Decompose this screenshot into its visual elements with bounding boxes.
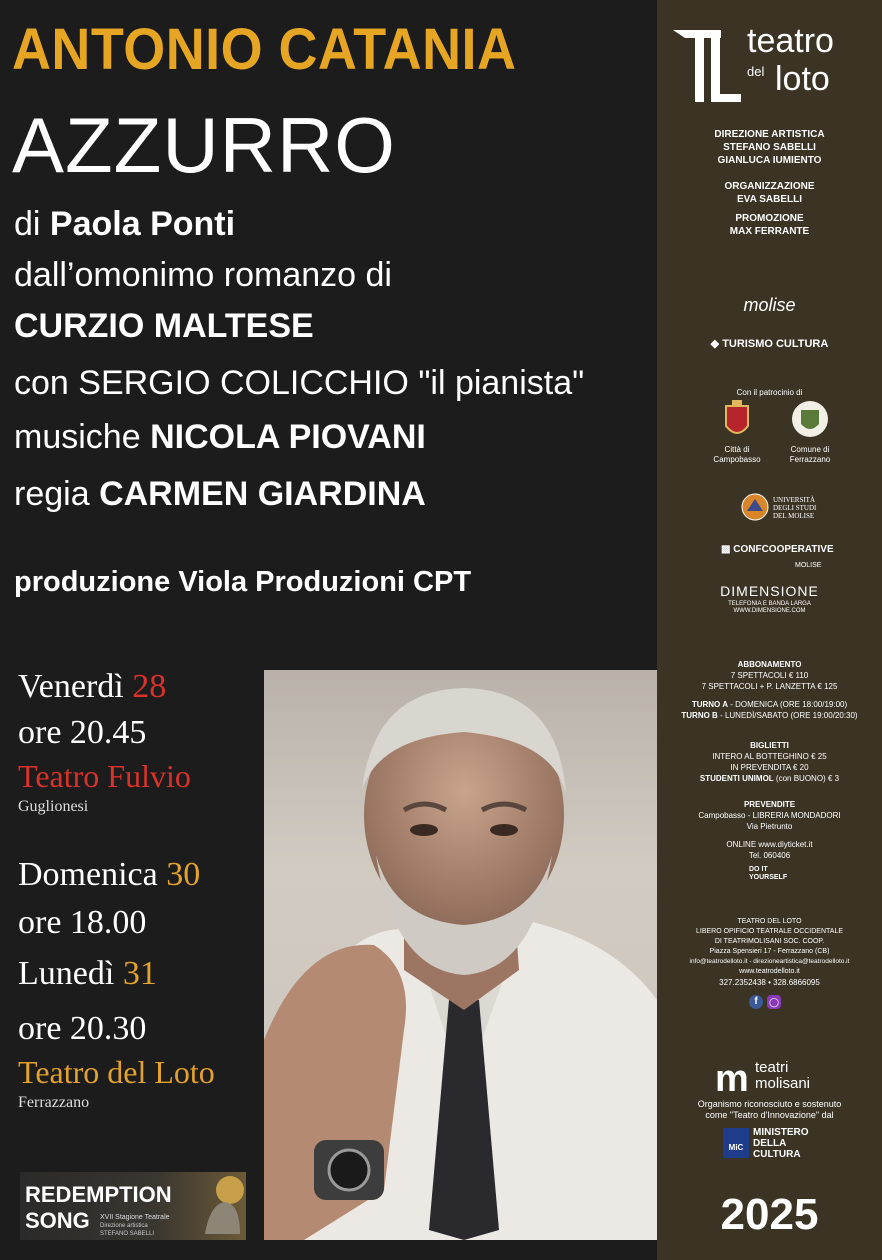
dimensione-logo: DIMENSIONE xyxy=(720,583,819,599)
uni-label-2: DEGLI STUDI xyxy=(773,504,817,512)
turismo-cultura-logo xyxy=(657,337,882,350)
uni-label-3: DEL MOLISE xyxy=(773,512,815,520)
confco-sub: MOLISE xyxy=(795,562,822,569)
credit-cast: con SERGIO COLICCHIO "il pianista" xyxy=(14,364,585,402)
diy-logo xyxy=(749,866,787,882)
credit-author xyxy=(14,205,235,244)
season-dir-name: STEFANO SABELLI xyxy=(100,1231,155,1237)
time-1: ore 20.45 xyxy=(18,714,147,751)
sculpture-icon xyxy=(200,1174,244,1238)
date-day: Domenica xyxy=(18,856,158,893)
prevendite-1: Campobasso - LIBRERIA MONDADORI xyxy=(698,811,841,820)
dimensione-sub-1: TELEFONIA E BANDA LARGA xyxy=(728,601,811,607)
town-2: Ferrazzano xyxy=(18,1094,90,1111)
turno-a xyxy=(657,700,882,710)
credit-prefix: produzione xyxy=(14,566,171,598)
venue-2: Teatro del Loto xyxy=(18,1054,215,1090)
campobasso-crest-icon xyxy=(724,400,750,440)
season-title-1: REDEMPTION xyxy=(25,1182,172,1207)
date-1 xyxy=(18,668,166,706)
loto-mark-icon xyxy=(673,26,743,104)
season-dir-label: Direzione artistica xyxy=(100,1223,148,1229)
logo-word-loto: loto xyxy=(775,60,830,98)
credit-source: dall’omonimo romanzo di xyxy=(14,256,392,294)
turno-a-text: - DOMENICA (ORE 18:00/19:00) xyxy=(730,700,848,709)
biglietti-3 xyxy=(657,774,882,784)
city1-label-a: Città di xyxy=(724,445,750,454)
instagram-icon[interactable]: ◯ xyxy=(768,997,780,1007)
facebook-icon[interactable]: f xyxy=(749,995,763,1009)
actor-portrait xyxy=(264,670,657,1240)
ministero-line-2: DELLA xyxy=(753,1138,787,1149)
org-line-1: TEATRO DEL LOTO xyxy=(737,918,802,925)
student-note: (con BUONO) xyxy=(775,774,826,783)
season-logo xyxy=(20,1172,246,1240)
teatri-molisani-mark-icon: m xyxy=(715,1058,749,1100)
turno-b-text: - LUNEDÌ/SABATO (ORE 19:00/20:30) xyxy=(720,711,858,720)
credit-director xyxy=(14,475,426,514)
staff-dir-name-1: STEFANO SABELLI xyxy=(723,142,816,153)
staff-org-label: ORGANIZZAZIONE xyxy=(724,181,815,192)
org-line-6: www.teatrodelloto.it xyxy=(739,968,800,975)
credit-prefix: regia xyxy=(14,475,90,513)
biglietti-2: IN PREVENDITA € 20 xyxy=(730,763,809,772)
date-number: 30 xyxy=(166,856,201,893)
date-3 xyxy=(18,955,157,993)
date-day: Lunedì xyxy=(18,955,115,992)
teatri-logo-w2: molisani xyxy=(755,1075,811,1092)
org-line-5: info@teatrodelloto.it - direzioneartistica@teatrodelloto.it xyxy=(689,958,850,965)
prevendite-label: PREVENDITE xyxy=(743,800,796,809)
ferrazzano-crest-icon xyxy=(791,400,829,438)
date-number: 31 xyxy=(122,955,157,992)
diy-line-1: DO IT xyxy=(749,866,768,873)
teatri-desc-1: Organismo riconosciuto e sostenuto xyxy=(697,1099,842,1109)
staff-dir-name-2: GIANLUCA IUMIENTO xyxy=(717,155,822,166)
season-year: 2025 xyxy=(720,1190,819,1239)
molise-logo: molise xyxy=(743,295,796,315)
logo-word-del: del xyxy=(747,64,765,79)
portrait-illustration xyxy=(264,670,657,1240)
credit-prefix: di xyxy=(14,205,41,243)
turno-b xyxy=(657,711,882,721)
season-title-2: SONG xyxy=(25,1208,90,1233)
uni-label-1: UNIVERSITÀ xyxy=(773,496,815,504)
biglietti-label: BIGLIETTI xyxy=(750,741,789,750)
staff-promo-name: MAX FERRANTE xyxy=(729,226,810,237)
season-sub: XVII Stagione Teatrale xyxy=(100,1214,170,1221)
org-line-7: 327.2352438 • 328.6866095 xyxy=(719,978,820,987)
shield-icon: ◆ xyxy=(710,338,720,350)
director-name: CARMEN GIARDINA xyxy=(99,475,426,513)
town-1: Guglionesi xyxy=(18,798,89,815)
prevendite-2: Via Pietrunto xyxy=(746,822,793,831)
biglietti-1: INTERO AL BOTTEGHINO € 25 xyxy=(712,752,827,761)
abb-1: 7 SPETTACOLI € 110 xyxy=(730,671,809,680)
confco-label: CONFCOOPERATIVE xyxy=(733,544,834,555)
credit-production xyxy=(14,566,471,599)
credit-music xyxy=(14,418,426,457)
teatri-desc-2: come "Teatro d'Innovazione" dal xyxy=(705,1110,834,1120)
confco-mark-icon: ▩ xyxy=(721,544,731,555)
prevendite-tel: Tel. 060406 xyxy=(748,851,791,860)
abb-label: ABBONAMENTO xyxy=(737,660,802,669)
abb-2: 7 SPETTACOLI + P. LANZETTA € 125 xyxy=(701,682,838,691)
ministero-line-3: CULTURA xyxy=(753,1149,801,1160)
org-line-4: Piazza Spensieri 17 - Ferrazzano (CB) xyxy=(709,948,830,955)
dimensione-sub-2: WWW.DIMENSIONE.COM xyxy=(733,608,806,614)
city2-label-a: Comune di xyxy=(790,445,830,454)
date-day: Venerdì xyxy=(18,668,124,705)
sidebar xyxy=(657,0,882,1260)
staff-dir-label: DIREZIONE ARTISTICA xyxy=(714,129,825,140)
actor-name: ANTONIO CATANIA xyxy=(12,17,517,82)
venue-1: Teatro Fulvio xyxy=(18,758,191,794)
production-name: Viola Produzioni CPT xyxy=(178,566,472,598)
logo-word-teatro: teatro xyxy=(747,22,834,60)
diy-line-2: YOURSELF xyxy=(749,874,788,881)
unimol-seal-icon xyxy=(741,493,769,521)
novelist-name: CURZIO MALTESE xyxy=(14,307,314,345)
time-2: ore 18.00 xyxy=(18,904,147,941)
time-3: ore 20.30 xyxy=(18,1010,147,1047)
student-label: STUDENTI UNIMOL xyxy=(699,774,774,783)
teatri-logo-w1: teatri xyxy=(755,1059,789,1076)
staff-org-name: EVA SABELLI xyxy=(736,194,802,205)
composer-name: NICOLA PIOVANI xyxy=(150,418,426,456)
student-price: € 3 xyxy=(827,774,840,783)
author-name: Paola Ponti xyxy=(49,205,236,243)
city2-label-b: Ferrazzano xyxy=(789,455,831,464)
confcooperative-logo xyxy=(721,544,834,555)
staff-promo-label: PROMOZIONE xyxy=(735,213,804,224)
date-2 xyxy=(18,856,200,894)
ministero-line-1: MINISTERO xyxy=(753,1127,809,1138)
date-number: 28 xyxy=(132,668,167,705)
patrocinio-label: Con il patrocinio di xyxy=(736,388,803,397)
turismo-label: TURISMO CULTURA xyxy=(722,338,829,350)
org-line-3: DI TEATRIMOLISANI SOC. COOP. xyxy=(714,938,825,945)
play-title: AZZURRO xyxy=(12,101,396,189)
turno-a-label: TURNO A xyxy=(691,700,728,709)
city1-label-b: Campobasso xyxy=(713,455,761,464)
credit-prefix: musiche xyxy=(14,418,141,456)
org-line-2: LIBERO OPIFICIO TEATRALE OCCIDENTALE xyxy=(695,928,844,935)
mic-badge: MiC xyxy=(723,1128,749,1158)
turno-b-label: TURNO B xyxy=(681,711,718,720)
prevendite-online: ONLINE www.diyticket.it xyxy=(726,840,813,849)
